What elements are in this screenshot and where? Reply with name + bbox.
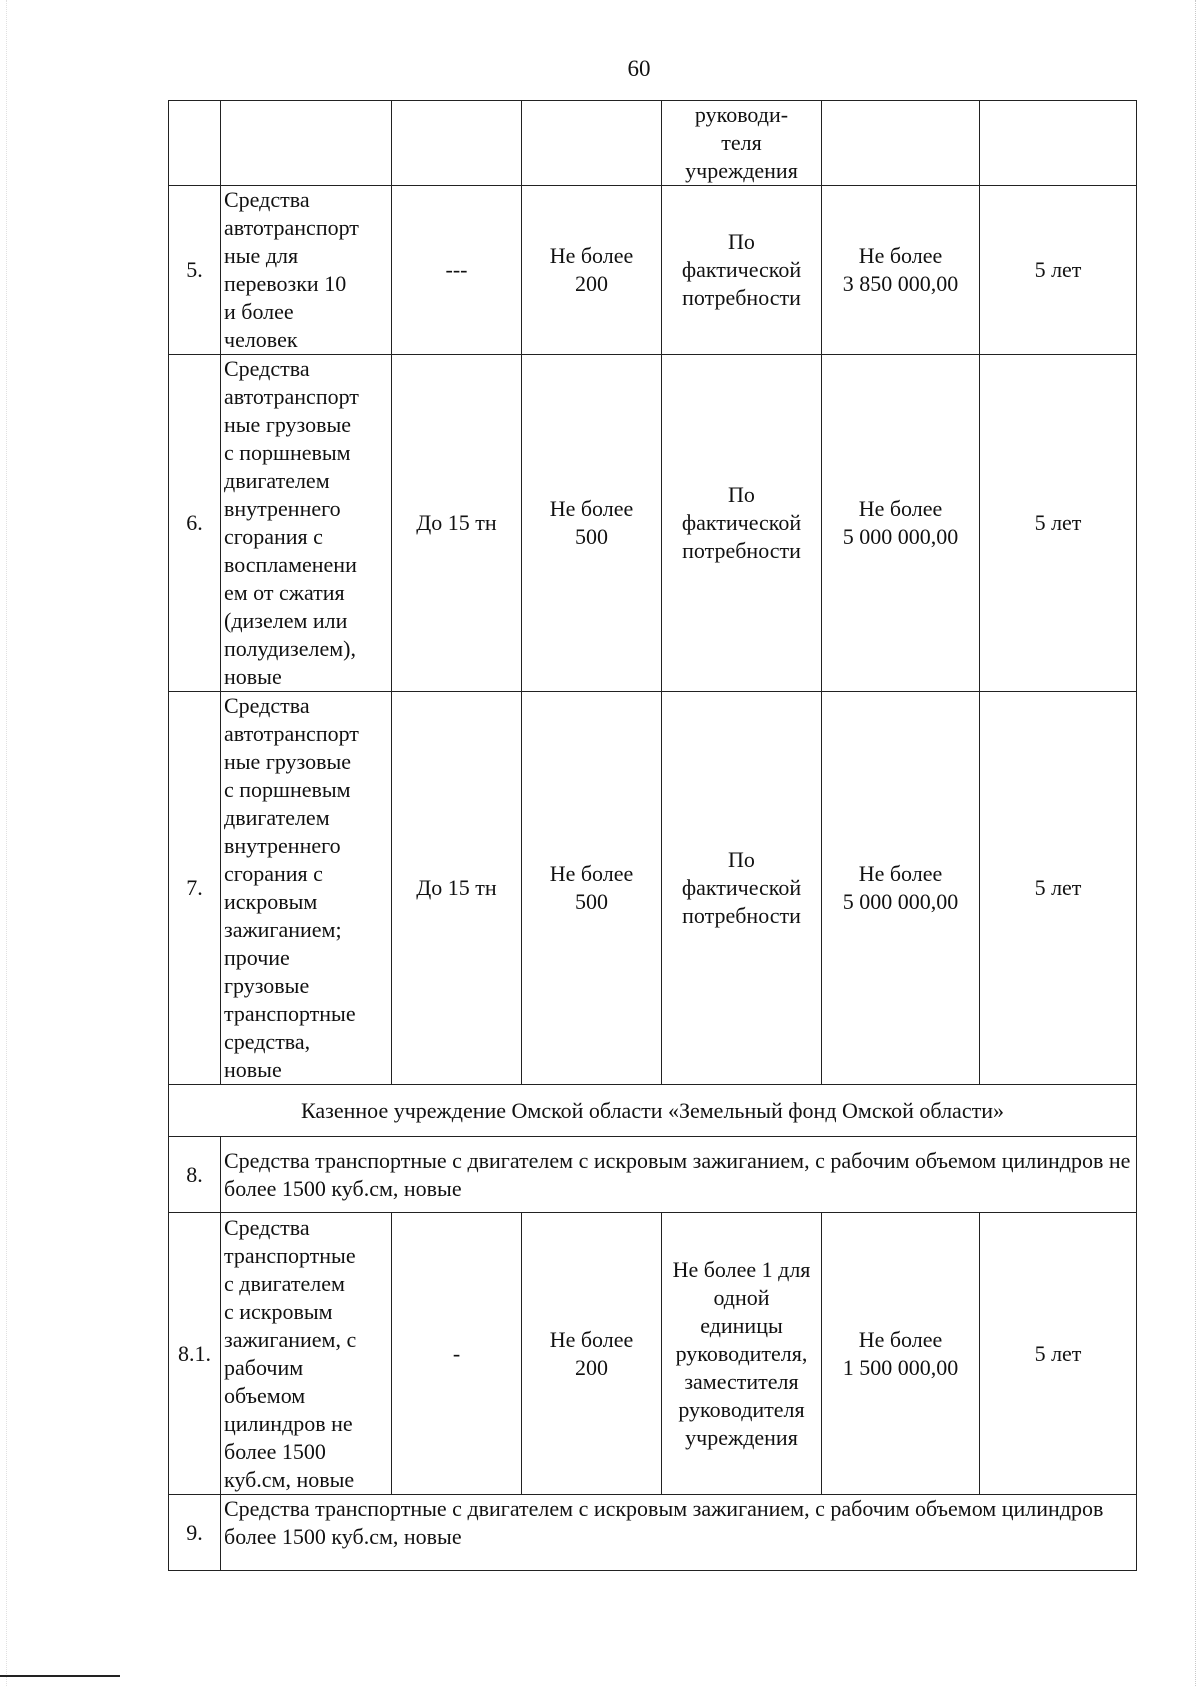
engine-power-limit — [522, 186, 662, 355]
text-line: транспортные — [224, 1001, 356, 1026]
text-line: Не более — [858, 861, 943, 886]
quantity-norm — [662, 692, 822, 1085]
text-line: сгорания с — [224, 524, 323, 549]
scan-edge-right — [1194, 0, 1196, 1686]
price-limit — [822, 186, 980, 355]
engine-power-limit — [522, 692, 662, 1085]
text-line: Не более — [549, 1326, 634, 1352]
row-number: 5. — [169, 186, 221, 355]
group-description: Средства транспортные с двигателем с искровым зажиганием, с рабочим объемом цилиндров не более 1500 куб.см, новые — [221, 1137, 1137, 1213]
table-row — [169, 186, 1137, 355]
row-number: 7. — [169, 692, 221, 1085]
text-line: Средства — [224, 356, 310, 381]
text-line: 200 — [575, 1354, 608, 1380]
cell-name — [221, 101, 392, 186]
text-line: внутреннего — [224, 833, 341, 858]
capacity-limit: - — [392, 1213, 522, 1495]
capacity-limit: До 15 тн — [392, 692, 522, 1085]
text-line: воспламенени — [224, 552, 357, 577]
text-line: ем от сжатия — [224, 580, 345, 605]
engine-power-limit — [522, 355, 662, 692]
text-line: ные грузовые — [224, 749, 352, 774]
text-line: По — [728, 847, 755, 872]
quantity-norm — [662, 355, 822, 692]
text-line: прочие — [224, 945, 290, 970]
text-line: Не более — [549, 861, 634, 886]
service-term: 5 лет — [980, 186, 1137, 355]
text-line: 200 — [575, 271, 608, 296]
text-line: потребности — [682, 903, 801, 928]
table-row — [169, 1213, 1137, 1495]
cell-qty — [662, 101, 822, 186]
capacity-limit: --- — [392, 186, 522, 355]
vehicle-name — [221, 692, 392, 1085]
text-line: сгорания с — [224, 861, 323, 886]
section-title: Казенное учреждение Омской области «Земельный фонд Омской области» — [169, 1085, 1137, 1137]
row-number: 8.1. — [169, 1213, 221, 1495]
text-line: автотранспорт — [224, 384, 359, 409]
text-line: фактической — [681, 257, 802, 282]
price-limit — [822, 1213, 980, 1495]
text-line: зажиганием, с — [224, 1326, 357, 1352]
text-line: человек — [224, 327, 298, 352]
cell-term — [980, 101, 1137, 186]
text-line: Средства — [224, 187, 310, 212]
text-line: 3 850 000,00 — [842, 271, 959, 296]
text-line: с двигателем — [224, 1270, 345, 1296]
vehicle-name — [221, 1213, 392, 1495]
row-number: 9. — [169, 1495, 221, 1571]
text-line: рабочим — [224, 1354, 304, 1380]
text-line: 500 — [575, 524, 608, 549]
text-line: 500 — [575, 889, 608, 914]
text-line: Не более — [858, 243, 943, 268]
text-line: транспортные — [224, 1242, 356, 1268]
cell-num — [169, 101, 221, 186]
text-line: Средства — [224, 693, 310, 718]
quantity-norm — [662, 186, 822, 355]
text-line: двигателем — [224, 805, 330, 830]
text-line: автотранспорт — [224, 215, 359, 240]
text-line: грузовые — [224, 973, 310, 998]
text-line: с искровым — [224, 1298, 333, 1324]
text-line: заместителя — [684, 1368, 799, 1394]
text-line: куб.см, новые — [224, 1466, 355, 1492]
service-term: 5 лет — [980, 355, 1137, 692]
text-line: фактической — [681, 875, 802, 900]
text-line: автотранспорт — [224, 721, 359, 746]
table-row — [169, 355, 1137, 692]
text-line: перевозки 10 — [224, 271, 347, 296]
text-line: новые — [224, 1057, 282, 1082]
group-description: Средства транспортные с двигателем с искровым зажиганием, с рабочим объемом цилиндров более 1500 куб.см, новые — [221, 1495, 1137, 1571]
text-line: Не более 1 для — [672, 1256, 811, 1282]
vehicle-name — [221, 186, 392, 355]
text-line: Не более — [858, 496, 943, 521]
service-term: 5 лет — [980, 692, 1137, 1085]
text-line: Не более — [858, 1326, 943, 1352]
text-line: потребности — [682, 285, 801, 310]
text-line: 5 000 000,00 — [842, 524, 959, 549]
text-line: 5 000 000,00 — [842, 889, 959, 914]
text-line: Не более — [549, 496, 634, 521]
text-line: единицы — [700, 1312, 783, 1338]
quantity-norm — [662, 1213, 822, 1495]
text-line: ные грузовые — [224, 412, 352, 437]
cell-price — [822, 101, 980, 186]
text-line: По — [728, 229, 755, 254]
text-line: Не более — [549, 243, 634, 268]
text-line: Средства — [224, 1214, 310, 1240]
text-line: одной — [713, 1284, 770, 1310]
page-number: 60 — [627, 56, 651, 81]
service-term: 5 лет — [980, 1213, 1137, 1495]
text-line: более 1500 — [224, 1438, 326, 1464]
text-line: потребности — [682, 538, 801, 563]
text-line: цилиндров не — [224, 1410, 353, 1436]
text-line: руководителя, — [675, 1340, 808, 1366]
text-line: внутреннего — [224, 496, 341, 521]
text-line: По — [728, 482, 755, 507]
text-line: фактической — [681, 510, 802, 535]
text-line: и более — [224, 299, 294, 324]
scan-edge-left — [6, 0, 8, 1686]
price-limit — [822, 692, 980, 1085]
text-line: средства, — [224, 1029, 311, 1054]
text-line: теля — [721, 130, 762, 155]
capacity-limit: До 15 тн — [392, 355, 522, 692]
table-row-continuation — [169, 101, 1137, 186]
table-row — [169, 692, 1137, 1085]
text-line: с поршневым — [224, 440, 351, 465]
text-line: новые — [224, 664, 282, 689]
text-line: ные для — [224, 243, 299, 268]
text-line: искровым — [224, 889, 318, 914]
text-line: (дизелем или — [224, 608, 348, 633]
text-line: объемом — [224, 1382, 306, 1408]
text-line: руководителя — [678, 1396, 805, 1422]
vehicle-name — [221, 355, 392, 692]
text-line: зажиганием; — [224, 917, 342, 942]
group-row — [169, 1495, 1137, 1571]
cell-power — [522, 101, 662, 186]
row-number: 6. — [169, 355, 221, 692]
cell-param — [392, 101, 522, 186]
text-line: полудизелем), — [224, 636, 356, 661]
text-line: двигателем — [224, 468, 330, 493]
bottom-rule — [0, 1675, 120, 1677]
section-row — [169, 1085, 1137, 1137]
text-line: учреждения — [685, 1424, 798, 1450]
engine-power-limit — [522, 1213, 662, 1495]
row-number: 8. — [169, 1137, 221, 1213]
text-line: с поршневым — [224, 777, 351, 802]
group-row — [169, 1137, 1137, 1213]
text-line: 1 500 000,00 — [842, 1354, 959, 1380]
vehicles-norms-table — [168, 100, 1137, 1571]
text-line: руководи- — [694, 102, 789, 127]
text-line: учреждения — [685, 158, 798, 183]
price-limit — [822, 355, 980, 692]
